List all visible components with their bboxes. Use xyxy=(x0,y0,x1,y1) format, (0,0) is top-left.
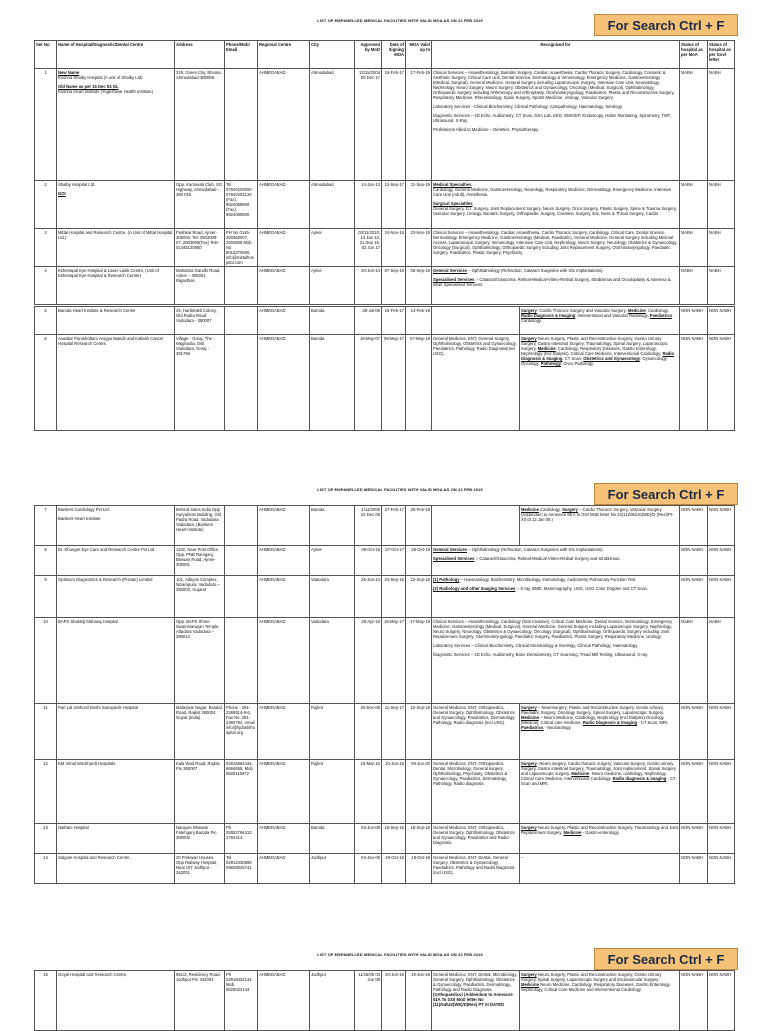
cell-ser: 7 xyxy=(35,506,57,546)
table-row xyxy=(35,546,735,576)
cell-valid: 17-Feb-19 xyxy=(406,69,432,181)
cell-name: Satyam Hospital and Research Centre, xyxy=(57,854,175,884)
cell-region: AHMEDABAD xyxy=(258,704,310,760)
cell-signing: 19-Sep-16 xyxy=(382,824,406,854)
document-title: LIST OF EMPANELLED MEDICAL FACILITIES WITH VALID MOA AS ON 22 FEB 2019 xyxy=(317,18,483,23)
cell-approved: 1/13/2006 22 Dec 06 xyxy=(355,506,382,546)
cell-signing: 23-Sep-16 xyxy=(382,576,406,618)
cell-address: Kala Wad Road, Rajkot, Pin 360007 xyxy=(175,760,225,824)
cell-ser: 4 xyxy=(35,267,57,305)
cell-valid: 22-Sep-18 xyxy=(406,576,432,618)
cell-region: AHMEDABAD xyxy=(258,546,310,576)
goi-label: GOI xyxy=(58,190,66,196)
cell-status-moa: NON NABH xyxy=(680,576,708,618)
cell-signing: 10-Jun-18 xyxy=(382,760,406,824)
name-text: Shalby Hospital Ltd. xyxy=(58,181,96,187)
table-row xyxy=(35,618,735,704)
header-city: City xyxy=(310,41,355,69)
rec-medicine-heading: Medicine xyxy=(521,981,539,987)
cell-recognized-special xyxy=(520,854,680,884)
rec-diagnostic: Diagnostic Services – 2D Echo, Audiometry, CT Scan, DSA Lab, EEG, EMG/EP, Endoscopy, Holter Monitoring, Spirometry, TMT, Ultrasound, X-Ray. xyxy=(433,112,671,123)
cell-status-moa: NON NABH xyxy=(680,546,708,576)
rec-paed-heading: Paediatrics xyxy=(649,312,673,318)
rec-addendum: (Orthopaedics) (Addendum to Annexure 01A To GOI MoD letter No (11)/04/US(WE)/D(Res) PT XI DATED xyxy=(433,991,513,1007)
header-address: Address xyxy=(175,41,225,69)
search-hint-banner: For Search Ctrl + F xyxy=(594,948,738,970)
cell-city: Ajmer xyxy=(310,229,355,267)
cell-city: Rajkot xyxy=(310,760,355,824)
cell-valid: 10-Sep-19 xyxy=(406,704,432,760)
rec-obg: : Gynaecology Oncology. xyxy=(521,355,667,366)
cell-city: Ajmer xyxy=(310,546,355,576)
header-status-govt: Status of hospital as per Govt letter xyxy=(708,41,735,69)
table-row xyxy=(35,335,735,431)
rec-medicine: Neuro Medicine, Cardiology, Respiratory Diseases, Gastro Enterology, Nephrology, Critical Care Medicine and Interventional Cardiology. xyxy=(521,981,671,992)
cell-recognized-general: General Medicine, ENT, Orthopaedics, General Surgery, Ophthalmology, Obstetrics and Gynaecology, Paediatrics, Dermatology, Pathology, Radio diagnosis (Incl USG). xyxy=(432,704,520,760)
cell-ser: 15 xyxy=(35,971,57,1031)
rec-radio: : CT Scan. xyxy=(562,355,584,361)
cell-ser: 9 xyxy=(35,576,57,618)
cell-ser: 11 xyxy=(35,704,57,760)
rec-medicine-heading: Medicine xyxy=(563,829,582,835)
cell-phone xyxy=(225,506,258,546)
search-hint-banner: For Search Ctrl + F xyxy=(594,483,738,505)
cell-approved: 26-Apr-16 xyxy=(355,618,382,704)
cell-status-govt: NON NABH xyxy=(708,307,735,335)
cell-city: Vadodara xyxy=(310,576,355,618)
rec-surgery: – Neurosurgery, Plastic and Reconstructive Surgery, Genito Urinary, Paediatric Surgery, Oncology Surgery, Spinal Surgery, Laparoscopic Surgery. xyxy=(521,704,665,715)
rec-surgery: - Cardio Thoracic Surgery and Vascular Surgery. xyxy=(536,307,628,313)
rec-medicine-heading: Medicine xyxy=(537,345,556,351)
rec-radio-heading: Radio Diagnosis & Imaging xyxy=(521,350,675,361)
cell-valid: 07-May-19 xyxy=(406,335,432,431)
rec-paed: - Neonatology. xyxy=(543,724,572,730)
cell-name xyxy=(57,506,175,546)
cell-status-govt: NABH xyxy=(708,181,735,229)
cell-phone: Ph 02652794413 2794414 xyxy=(225,824,258,854)
facilities-table-wide xyxy=(34,545,735,704)
table-row xyxy=(35,971,735,1031)
cell-approved: 25-Jun-14 xyxy=(355,576,382,618)
cell-signing: 15-Feb-17 xyxy=(382,307,406,335)
cell-status-govt: NON NABH xyxy=(708,854,735,884)
rec-medicine: Cardiology. xyxy=(538,506,563,512)
cell-signing: 27-Feb-17 xyxy=(382,506,406,546)
cell-address: 101, Adityas Complex, Nizampura, Vadodara – 390002, Gujarat xyxy=(175,576,225,618)
cell-recognized-general: General Medicine, ENT, Dental, General Surgery, Obstetrics & Gynaecology, Paediatrics, Pathology and Radio Diagnosis (Incl USG). xyxy=(432,854,520,884)
rec-surgery-heading: Surgery xyxy=(521,335,537,341)
cell-city: Vadodara xyxy=(310,618,355,704)
rec-clinical: Clinical Services – Anaesthesiology, Bariatric Surgery, Cardiac Anaesthesia, Cardio Thoracic Surgery, Cardiology, Cosmetic & Aesthetic Surgery, Critical Care Unit, Dental Science, Dermatology & Venereology, Emergency Medicine, Gastroenterology (Medical, Surgical), General Medicine, General Surgery including Laparoscopic Surgery, Intensive Care Unit, Neonatology, Nephrology, Neuro Surgery, Neuro Surgery, Obstetrics and Gynaecology, Oncology (Medical, Surgical), Ophthalmology, Orthopaedic Surgery including Arthroscopy and Arthroplasty, Otorhinolaryngology, Paediatrics, Plastic and Reconstructive Surgery, Respiratory Medicine, Rheumatology, Spine Surgery, Sports Medicine, Urology, Vascular Surgery. xyxy=(433,69,675,100)
rec-general-heading: General Services xyxy=(433,546,467,552)
old-name-label: Old Name as per 15 Dec 04 GL xyxy=(58,83,119,89)
rec-diagnostic: Diagnostic Services – 2D Echo, Audiometry, Bone Densitometry, CT Scanning, Tread Mill Testing, Ultrasound, X-ray. xyxy=(433,651,649,657)
cell-status-govt: NON NABH xyxy=(708,576,735,618)
rec-medical-heading: Medical Specialties xyxy=(433,181,472,187)
rec-path: : Onco Pathology. xyxy=(560,360,594,366)
rec-general: – Ophthalmology (Refraction, Cataract Surgeries with IOL Implantations). xyxy=(467,267,604,273)
cell-ser: 14 xyxy=(35,854,57,884)
cell-name: Goyal Hospital and Research Centre, xyxy=(57,971,175,1031)
cell-city: Rajkot xyxy=(310,704,355,760)
cell-signing: 20-Oct-16 xyxy=(382,854,406,884)
cell-valid: 23-Nov-18 xyxy=(406,229,432,267)
cell-status-moa: NABH xyxy=(680,69,708,181)
cell-approved: 18-May-07 xyxy=(355,335,382,431)
cell-name: KM Vimal Wockhardt Hospitals xyxy=(57,760,175,824)
cell-city: Baroda xyxy=(310,824,355,854)
old-name-text: Krishna Heart Institute (Yogeshwar Health Institute) xyxy=(58,88,154,94)
rec-medicine-heading: Medicine xyxy=(521,714,539,720)
cell-status-moa: NON NABH xyxy=(680,971,708,1031)
cell-recognized-general xyxy=(432,506,520,546)
cell-ser: 1 xyxy=(35,69,57,181)
cell-status-moa: NON NABH xyxy=(680,704,708,760)
header-valid: MOA Valid up to xyxy=(406,41,432,69)
cell-status-moa: NON NABH xyxy=(680,307,708,335)
cell-region: AHMEDABAD xyxy=(258,229,310,267)
cell-city: Ahmedabad xyxy=(310,181,355,229)
cell-signing: 08-May-17 xyxy=(382,335,406,431)
rec-pathology: – Haematology, Biochemistry, Microbiology, Immunology, Audiometry Pulmonary Function Test. xyxy=(459,576,637,582)
cell-phone: 02816694444, 6694655, Mob 9825115972 xyxy=(225,760,258,824)
cell-status-moa: NABH xyxy=(680,618,708,704)
cell-status-govt: NON NABH xyxy=(708,546,735,576)
cell-region: AHMEDABAD xyxy=(258,506,310,546)
cell-status-moa: NABH xyxy=(680,267,708,305)
header-region: Regional Centre xyxy=(258,41,310,69)
cell-recognized-special xyxy=(520,971,680,1031)
cell-signing: 24-Nov-16 xyxy=(382,229,406,267)
cell-region: AHMEDABAD xyxy=(258,971,310,1031)
rec-surgery-heading: Surgery xyxy=(521,971,537,977)
rec-lab: Laboratory Services - Clinical Biochemistry, Clinical Pathology, Cytopathology, Haematology, Serology. xyxy=(433,103,623,109)
rec-surgery-heading: Surgery xyxy=(521,704,537,710)
cell-status-moa: NON NABH xyxy=(680,824,708,854)
cell-city: Baroda xyxy=(310,307,355,335)
cell-ser: 8 xyxy=(35,546,57,576)
rec-medicine-heading: Medicine xyxy=(571,770,590,776)
rec-specialised: :- Cataract/Glaucoma, Retinal-Medical-Vitreo-Retinal Surgery and Strabismus. xyxy=(474,555,621,561)
cell-name: BAPS Shastriji Maharaj Hospital xyxy=(57,618,175,704)
rec-paed-heading: Paediatrics xyxy=(521,724,544,730)
cell-recognized: Clinical Services – Anaesthesiology, Cardiac Anaesthesia, Cardio Thoracic Surgery, Cardiology, Critical Care, Dental Science, Dermatology, Emergency Medicine, Gastroenterology (Medical, Paediatric), General Medicine, General Surgery including Minimal Access, Laparoscopic Surgery, Immunology, Intensive Care Unit, Nephrology, Neuro Surgery, Neurology, Obstetrics & Gynaecology, Oncology (Surgical), Ophthalmology, Orthopaedic Surgery including Joint Replacement Surgery, Otorhinolaryngology, Paediatric Surgery, Paediatrics, Plastic Surgery, Psychiatry, xyxy=(432,229,680,267)
header-ser: Ser No xyxy=(35,41,57,69)
header-recognized: Recognized for xyxy=(432,41,680,69)
cell-address: Pushkar Road, Ajmer-305004, Tel: 2603009-07, 2603806(Fax) Tele- 01445120550 xyxy=(175,229,225,267)
cell-approved: 20-Dec-06 xyxy=(355,704,382,760)
rec-radio: - CT Scan and MRI. xyxy=(521,775,676,786)
cell-recognized-special xyxy=(520,760,680,824)
cell-status-govt: NABH xyxy=(708,69,735,181)
cell-recognized-special xyxy=(520,335,680,431)
cell-phone xyxy=(225,546,258,576)
rec-surgical: General Surgery, G.I. Surgery, Joint Replacement Surgery, Neuro Surgery, Onco Surgery, Plastic Surgery, Spine & Trauma Surgery, Vascular Surgery, Urology, Bariatric Surgery, Orthopaedic Surgery, Cosmetic Surgery, Ear, Nose & Throat Surgery, Cardio xyxy=(433,205,677,216)
table-row xyxy=(35,824,735,854)
rec-medicine-heading: Medicine xyxy=(521,506,539,512)
cell-approved: 11/16/05 03 Jun 08 xyxy=(355,971,382,1031)
rec-radio-heading: Radio Diagnosis & Imaging xyxy=(582,719,638,725)
cell-valid: 06-Sep-19 xyxy=(406,267,432,305)
cell-signing: 12-Sep-17 xyxy=(382,181,406,229)
cell-status-govt: NON NABH xyxy=(708,506,735,546)
rec-paed: : Cardiology. xyxy=(521,312,675,323)
rec-path-heading: Pathology xyxy=(540,360,561,366)
rec-surgery: Neuro Surgery, Plastic and Reconstructive Surgery, Traumatology and Joint Replacement Surgery. xyxy=(521,824,678,835)
cell-approved: 14-Jan-13 xyxy=(355,181,382,229)
table-row xyxy=(35,506,735,546)
rec-obg-heading: Obstetrics and Gynaecology xyxy=(583,355,641,361)
cell-address: Opp. BAPS Shree Swaminarayan Temple, Atladara Vadodara – 390012 xyxy=(175,618,225,704)
rec-pathology-heading: (1) Pathology xyxy=(433,576,460,582)
cell-phone: Tel : 07940203000 07940203120 (Fax), 9824069500 (Fax), 9824069500 xyxy=(225,181,258,229)
table-row xyxy=(35,576,735,618)
header-phone: Phone/Mob/ Email xyxy=(225,41,258,69)
rec-surgery-heading: Surgery xyxy=(521,307,537,313)
cell-address: 961/3, Residency Road, Jodhpur Pin 342003 xyxy=(175,971,225,1031)
cell-region: AHMEDABAD xyxy=(258,618,310,704)
cell-phone: Phone - 281-2366914-5-6, Fax No. 281-2360782, email info@hjdoshihospital.org xyxy=(225,704,258,760)
cell-signing: 11-Sep-17 xyxy=(382,704,406,760)
cell-phone xyxy=(225,335,258,431)
cell-recognized-general: General Medicine, ENT, Orthopaedics, Dental, Microbiology, General surgery, Ophthalmology, Psychiatry, Obstetrics & Gynaecology, Paediatrics, Dermatology, Pathology, Radio diagnosis. xyxy=(432,760,520,824)
rec-medicine: : Cardiology. xyxy=(645,307,669,313)
document-title: LIST OF EMPANELLED MEDICAL FACILITIES WITH VALID MOA AS ON 22 FEB 2019 xyxy=(317,487,483,492)
cell-approved: 03/11/2010, 14 Jan 13, 21 Sep 15, 02 Jun 17 xyxy=(355,229,382,267)
cell-approved: 04-Jan-06 xyxy=(355,854,382,884)
cell-phone: Tel 02912430669 09829025741 xyxy=(225,854,258,884)
cell-signing: 20-Jun-16 xyxy=(382,971,406,1031)
cell-city: Baroda xyxy=(310,506,355,546)
cell-recognized-special xyxy=(520,506,680,546)
cell-name: Mittal Hospital and Research Centre, (A Unit of Mittal Hospital Ltd.) xyxy=(57,229,175,267)
rec-allied: Professions Allied to Medicine – Dietetics, Physiotherapy. xyxy=(433,126,540,132)
cell-ser: 12 xyxy=(35,760,57,824)
facilities-table-split xyxy=(34,703,735,884)
cell-phone: PH No 0145-260360007, 2603606 Mob No 8015370590, info@mittalhospital.com xyxy=(225,229,258,267)
rec-specialised: :- Cataract/Glaucoma, Retinal-Medical-Vitreo-Retinal Surgery, Strabismus and Occuloplasty & Adenexa & other Specialised Services. xyxy=(433,276,671,287)
cell-valid: 11-Sep-19 xyxy=(406,181,432,229)
facilities-table xyxy=(34,505,735,546)
cell-address: Mahatma Gandhi Road, Ajmer – 305001, Rajasthan xyxy=(175,267,225,305)
cell-status-govt: NON NABH xyxy=(708,335,735,431)
name-label: New Name xyxy=(58,69,80,75)
rec-surgery-heading: Surgery xyxy=(521,824,537,830)
rec-general: General Medicine, ENT, Dental, Microbiology, General Surgery, Ophthalmology, Obstetrics & Gynaecology, Paediatrics, Dermatology, Pathology and Radio Diagnosis. xyxy=(433,971,518,992)
cell-address: Narayan Bhawan Fatehganj Baroda Pin 390002 xyxy=(175,824,225,854)
rec-surgery: Neuro Surgery, Plastic and Reconstructive Surgery, Genito Urinary Surgery, Spinal Surgery, Laparoscopic Surgery and Endovascular Surgery. xyxy=(521,971,662,982)
rec-radiology: :- X-ray, BMD, Mammography, USG, USG Color Doppler and CT Scan. xyxy=(515,585,649,591)
cell-valid: 26-Feb-19 xyxy=(406,506,432,546)
name-text: Krishna Shalby Hospital (A unit of Shalby Ltd) xyxy=(58,74,143,80)
cell-address: 20 Polewari Houses, Opp Railway Hospital, Near UIT Jodhpur - 342001 xyxy=(175,854,225,884)
cell-recognized-special xyxy=(520,704,680,760)
rec-radio: : Interventional and Vascular Radiology. xyxy=(575,312,650,318)
header-signing: Date of Signing MOA xyxy=(382,41,406,69)
cell-address: Malaviyar Nagar, Bandal Road, Rajkot 360004, Gujrat (India) xyxy=(175,704,225,760)
cell-region: AHMEDABAD xyxy=(258,576,310,618)
cell-recognized xyxy=(432,618,680,704)
cell-address: Behind Sales India Opp Suryakiran Building, Old Padra Road, Vadodara. Vadodara. (Bankers Heart Institute) xyxy=(175,506,225,546)
rec-radio-heading: Radio diagnosis & imaging xyxy=(612,775,667,781)
cell-approved: 15-Mar-10 xyxy=(355,760,382,824)
rec-medicine: : Cardiology, Respiratory Diseases, Gastro Enterology, Nephrology (Incl Dialysis), Critical Care Medicine, Interventional Cardiology. xyxy=(521,345,663,356)
rec-clinical: Clinical Services – Anaesthesiology, Cardiology (Non Invasive), Critical Care Medicine, Dental Science, Dermatology, Emergency Medicine, Gastroenterology (Medical, Surgical), General Medicine, General Surgery including Laparoscopic Surgery, Nephrology, Neuro Surgery, Neurology, Obstetrics & Gynaecology, Oncology (Surgical), Ophthalmology, Orthopaedic Surgery including Joint Replacement Surgery, Otorhinolaryngology, Paediatric Surgery, Paediatrics, Plastic Surgery, Respiratory Medicine, Urology. xyxy=(433,618,673,639)
cell-region: AHMEDABAD xyxy=(258,307,310,335)
cell-recognized xyxy=(432,576,680,618)
cell-valid: 26-Oct-19 xyxy=(406,546,432,576)
document-title: LIST OF EMPANELLED MEDICAL FACILITIES WITH VALID MOA AS ON 22 FEB 2019 xyxy=(317,952,483,957)
cell-valid: 18-Sep-18 xyxy=(406,824,432,854)
rec-surgery: - Neuro surgery, Cardio thoracic surgery, Vascular Surgery, Genito urinary Surgery, Gastro intestinal Surgery, Traumatology, Joint replacement, Spinal Surgery and Laparoscopic surgery. xyxy=(521,760,677,776)
cell-valid: 17-May-19 xyxy=(406,618,432,704)
cell-city: Ahmedabad xyxy=(310,69,355,181)
cell-approved: 20-Jun-14 xyxy=(355,267,382,305)
cell-ser: 10 xyxy=(35,618,57,704)
rec-surgery-heading: Surgery xyxy=(521,760,537,766)
cell-recognized-general: General Medicine, ENT, Orthopaedics, General Surgery, Ophthalmology, Obstetrics and Gynaecology, Paediatrics and Radio-Diagnosis. xyxy=(432,824,520,854)
cell-region: AHMEDABAD xyxy=(258,181,310,229)
cell-status-govt: NON NABH xyxy=(708,704,735,760)
cell-city: Ajmer xyxy=(310,267,355,305)
cell-region: AHMEDABAD xyxy=(258,854,310,884)
cell-status-moa: NON NABH xyxy=(680,854,708,884)
cell-phone xyxy=(225,618,258,704)
name-text: Bankers Cardiology Pvt Ltd. xyxy=(58,506,110,512)
cell-region: AHMEDABAD xyxy=(258,267,310,305)
cell-valid: 14-Feb-19 xyxy=(406,307,432,335)
cell-name: Anadrar Purushottam Arogya Mandir and Kailash Cancer Hospital Research Centre. xyxy=(57,335,175,431)
cell-approved: 03-Jun-08 xyxy=(355,824,382,854)
rec-surgical-heading: Surgical Specialties xyxy=(433,200,473,206)
cell-valid: 19-Jun-18 xyxy=(406,971,432,1031)
cell-signing: 18-Feb-17 xyxy=(382,69,406,181)
rec-surgery: – Cardio Thoracic Surgery, Vascular Surgery. (Addendum to Annexure 65 A to GOI MoD letter No 22(11)/05/US(WE)/D (Res)/Pt-XII dt 13 Jan 06.) xyxy=(521,506,674,522)
cell-city: Jodhpur xyxy=(310,854,355,884)
cell-recognized-special xyxy=(520,824,680,854)
cell-name: Optimum Diagnostics & Research (Private) Limited xyxy=(57,576,175,618)
rec-general-heading: General Services xyxy=(433,267,467,273)
cell-name: Kshetrapal Eye Hospital & Laser Lasik Centre, (Unit of Kshetrapal Eye Hospital & Research Centre) xyxy=(57,267,175,305)
cell-signing: 07-Sep-15 xyxy=(382,267,406,305)
cell-name: Dr. Khunger Eye Care and Research Centre Pvt Ltd xyxy=(57,546,175,576)
cell-ser: 6 xyxy=(35,335,57,431)
cell-ser: 2 xyxy=(35,181,57,229)
search-hint-banner: For Search Ctrl + F xyxy=(594,14,738,36)
cell-region: AHMEDABAD xyxy=(258,760,310,824)
cell-address: 1102, Near Post Office, Opp. PNB Ramganj, Beawar Road, Ajmer-305001 xyxy=(175,546,225,576)
cell-ser: 3 xyxy=(35,229,57,267)
cell-recognized-general xyxy=(432,971,520,1031)
cell-status-govt: NABH xyxy=(708,229,735,267)
cell-ser: 5 xyxy=(35,307,57,335)
cell-city: Baroda xyxy=(310,335,355,431)
cell-approved: 06-Oct-15 xyxy=(355,546,382,576)
cell-approved: 12/15/2004 05 Dec 17 xyxy=(355,69,382,181)
table-row xyxy=(35,854,735,884)
cell-signing: 27-Oct-17 xyxy=(382,546,406,576)
rec-specialised-heading: Specialised Services xyxy=(433,555,475,561)
cell-name: Pari Lal Jeshonil Doshi Sanopanik Hospital xyxy=(57,704,175,760)
rec-radio: - CT Scan, MRI. xyxy=(637,719,669,725)
rec-surgery: Neuro Surgery, Plastic and Reconstructive Surgery, Genito Urinary Surgery, Gastro Intestinal Surgery, Traumatology, Spinal Surgery, Laparoscopic Surgery. xyxy=(521,335,668,351)
rec-none: -- xyxy=(521,854,524,860)
cell-ser: 13 xyxy=(35,824,57,854)
rec-surgery-heading: Surgery xyxy=(562,506,578,512)
cell-status-moa: NABH xyxy=(680,181,708,229)
cell-recognized xyxy=(432,546,680,576)
cell-region: AHMEDABAD xyxy=(258,69,310,181)
cell-status-moa: NON NABH xyxy=(680,506,708,546)
cell-status-govt: NABH xyxy=(708,618,735,704)
header-name: Name of Hospital/Diagnostic/Dental Centre xyxy=(57,41,175,69)
cell-status-moa: NON NABH xyxy=(680,335,708,431)
name-text-2: Bankers Heart Institute xyxy=(58,515,101,521)
cell-region: AHMEDABAD xyxy=(258,335,310,431)
cell-name: Baroda Heart Institute & Research Centre xyxy=(57,307,175,335)
header-approved: Approved by MoD xyxy=(355,41,382,69)
table-row xyxy=(35,760,735,824)
cell-status-govt: NABH xyxy=(708,267,735,305)
cell-status-moa: NABH xyxy=(680,229,708,267)
cell-region: AHMEDABAD xyxy=(258,824,310,854)
cell-signing: 18-May-17 xyxy=(382,618,406,704)
rec-medicine-heading: Medicine xyxy=(627,307,646,313)
rec-medicine: – Neuro Medicine, Cardiology, Nephrology (Incl Dialysis)-Oncology (Medical), Critical care medicine. xyxy=(521,714,664,725)
cell-name: Nathani Hospital xyxy=(57,824,175,854)
cell-valid: 09-Jun-20 xyxy=(406,760,432,824)
table-row xyxy=(35,704,735,760)
header-status-moa: Status of hospital as per MoA xyxy=(680,41,708,69)
rec-medicine: - Gastro-enterology. xyxy=(581,829,620,835)
rec-lab: Laboratory Services – Clinical Biochemistry, Clinical Microbiology & Serology, Clinical Pathology, Haematology. xyxy=(433,642,639,648)
rec-radiology-heading: (2) Radiology and other Imaging Services xyxy=(433,585,516,591)
rec-specialised-heading: Specialised Services xyxy=(433,276,475,282)
facilities-table-split xyxy=(34,970,735,1031)
cell-city: Jodhpur xyxy=(310,971,355,1031)
cell-status-govt: NON NABH xyxy=(708,760,735,824)
rec-general: – Ophthalmology (Refraction, Cataract Surgeries with IOL Implantations). xyxy=(467,546,604,552)
cell-address: 44, Haribhakti Colony, Old Padra Road Vadodara - 390007 xyxy=(175,307,225,335)
cell-status-govt: NON NABH xyxy=(708,971,735,1031)
cell-approved: 28-Jul-06 xyxy=(355,307,382,335)
cell-recognized-general: General Medicine, ENT, General Surgery, Ophthalmology, Obstetrics and Gynaecology, Paediatrics, Pathology, Radio Diagnosis(Incl USG). xyxy=(432,335,520,431)
cell-address: Village - Goraj, The - Waghodia, Dist Vadodara, Goraj - 391760 xyxy=(175,335,225,431)
cell-address: 319, Green City, Bhuma, Ahmedabad-380058. xyxy=(175,69,225,181)
cell-valid: 19-Oct-18 xyxy=(406,854,432,884)
rec-radio-heading: Radio Diagnosis & Imaging xyxy=(521,312,576,318)
cell-address: Opp. Karnavati Club, SG Highway, Ahmedabad - 380 015 xyxy=(175,181,225,229)
cell-status-govt: NON NABH xyxy=(708,824,735,854)
rec-medical: Cardiology, General Medicine, Gastroenterology, Neurology, Respiratory Medicine, Dermatology, Emergency Medicine, Intensive Care Unit (Adult), Anesthesia. xyxy=(433,186,672,197)
cell-phone xyxy=(225,576,258,618)
rec-medicine: - Neuro medicine, cardiology, Nephrology, Critical Care Medicine, Interventional Cardiology. xyxy=(521,770,667,781)
cell-phone: Ph 02918432144 Mob 9829023144 xyxy=(225,971,258,1031)
cell-status-moa: NON NABH xyxy=(680,760,708,824)
